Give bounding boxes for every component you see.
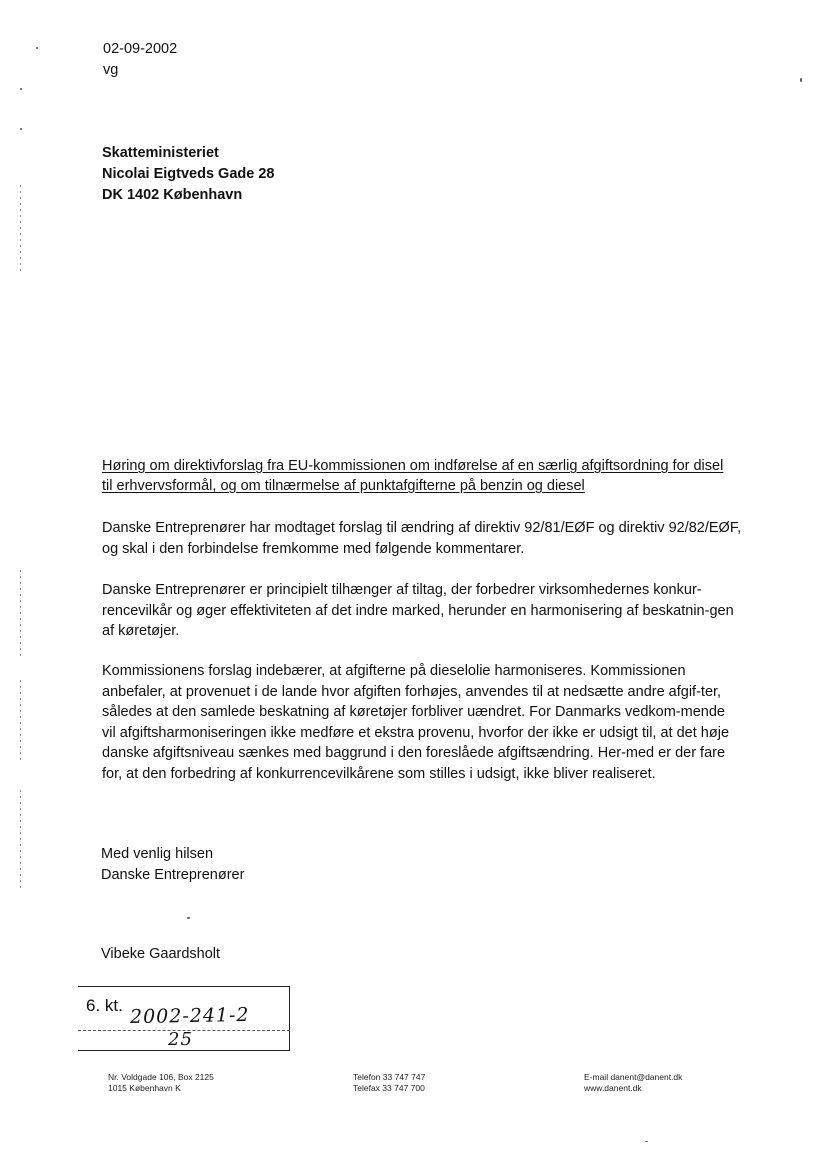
recipient-city: DK 1402 København bbox=[102, 187, 243, 203]
recipient-address bbox=[102, 143, 274, 206]
scan-speck bbox=[20, 88, 22, 90]
footer-phone-block bbox=[353, 1072, 425, 1093]
scan-speck bbox=[645, 1141, 648, 1142]
letter-subject: Høring om direktivforslag fra EU-kommissionen om indførelse af en særlig afgiftsordning for disel til erhvervsformål, og om tilnærmelse af punktafgifterne på benzin og diesel bbox=[102, 458, 724, 494]
footer-address-line1: Nr. Voldgade 106, Box 2125 bbox=[108, 1072, 214, 1082]
stamp-bottom-line bbox=[78, 1050, 290, 1051]
closing-greeting: Med venlig hilsen bbox=[101, 846, 214, 862]
body-paragraph-1: Danske Entreprenører har modtaget forslag til ændring af direktiv 92/81/EØF og direktiv 92/82/EØF, og skal i den forbindelse fremkomme med følgende kommentarer. bbox=[102, 520, 742, 557]
scan-edge-mark bbox=[20, 680, 21, 760]
footer-fax: Telefax 33 747 700 bbox=[353, 1082, 425, 1093]
recipient-street: Nicolai Eigtveds Gade 28 bbox=[102, 166, 275, 182]
scan-speck bbox=[20, 128, 22, 130]
footer-contact-block bbox=[584, 1072, 682, 1093]
body-paragraph-2: Danske Entreprenører er principielt tilhænger af tiltag, der forbedrer virksomhedernes konkur-rencevilkår og øger effektiviteten af det indre marked, herunder en harmonisering af beskatnin-gen af køretøjer. bbox=[102, 582, 734, 639]
closing-organization: Danske Entreprenører bbox=[101, 866, 245, 883]
scan-speck bbox=[800, 78, 802, 82]
footer-email: E-mail danent@danent.dk bbox=[584, 1072, 683, 1082]
scan-speck bbox=[36, 47, 38, 49]
scan-edge-mark bbox=[20, 185, 21, 275]
letter-date: 02-09-2002 bbox=[103, 41, 178, 57]
scan-edge-mark bbox=[20, 570, 21, 660]
recipient-name: Skatteministeriet bbox=[102, 145, 219, 161]
scan-edge-mark bbox=[20, 790, 21, 890]
stamp-number: 25 bbox=[168, 1029, 193, 1050]
stamp-label: 6. kt. bbox=[86, 996, 123, 1015]
signer-name: Vibeke Gaardsholt bbox=[101, 946, 221, 962]
footer-phone: Telefon 33 747 747 bbox=[353, 1072, 426, 1082]
closing-block bbox=[101, 844, 244, 885]
footer-address bbox=[108, 1072, 214, 1093]
scan-speck bbox=[187, 917, 190, 919]
footer-web: www.danent.dk bbox=[584, 1082, 642, 1093]
stamp-reference: 2002-241-2 bbox=[129, 1003, 250, 1029]
footer-address-line2: 1015 København K bbox=[108, 1082, 181, 1093]
letter-initials: vg bbox=[103, 62, 119, 78]
body-paragraph-3: Kommissionens forslag indebærer, at afgifterne på dieselolie harmoniseres. Kommissionen anbefaler, at provenuet i de lande hvor afgiften forhøjes, anvendes til at nedsætte andre afgif-ter, således at den samlede beskatning af køretøjer forbliver uændret. For Danmarks vedkom-mende vil afgiftsharmoniseringen ikke medføre et ekstra provenu, hvorfor der ikke er udsigt til, at det høje danske afgiftsniveau sænkes med baggrund i den foreslåede afgiftsændring. Her-med er der fare for, at den forbedring af konkurrencevilkårene som stilles i udsigt, ikke bliver realiseret. bbox=[102, 663, 730, 782]
